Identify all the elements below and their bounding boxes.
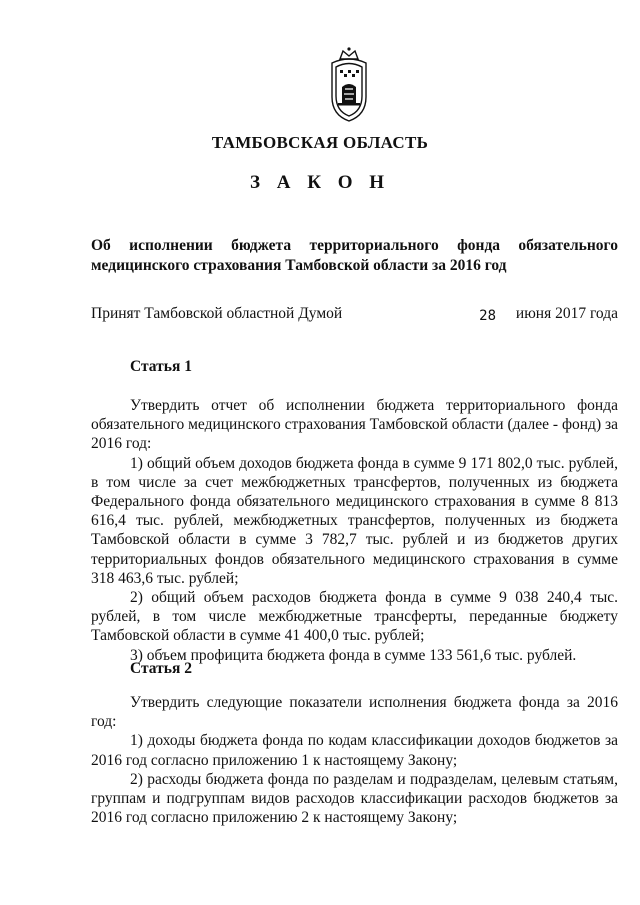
title-word: бюджета [231, 237, 292, 254]
article-2-heading: Статья 2 [130, 660, 192, 677]
document-type-heading: З А К О Н [249, 172, 391, 193]
article-1-paragraph: 2) общий объем расходов бюджета фонда в сумме 9 038 240,4 тыс. рублей, в том числе межбюджетные трансферты, переданные бюджету Тамбовской области в сумме 41 400,0 тыс. рублей; [91, 589, 618, 645]
title-word: территориального [309, 237, 439, 254]
article-2-paragraph: 2) расходы бюджета фонда по разделам и подразделам, целевым статьям, группам и подгруппам видов расходов классификации расходов бюджетов за 2016 год согласно приложению 2 к настоящему Закону; [91, 770, 618, 827]
title-word: обязательного [518, 237, 618, 254]
article-1-body [91, 396, 618, 665]
title-word: фонда [457, 237, 501, 254]
law-title-line-1 [91, 236, 618, 256]
adoption-month-year: июня 2017 года [515, 305, 618, 322]
article-2-body [91, 693, 618, 827]
law-title [91, 236, 618, 276]
coat-of-arms-emblem [318, 45, 380, 125]
region-heading: ТАМБОВСКАЯ ОБЛАСТЬ [211, 133, 429, 152]
adoption-day: 28 [479, 308, 497, 324]
law-title-line-2: медицинского страхования Тамбовской области за 2016 год [91, 257, 507, 274]
article-1-heading: Статья 1 [130, 358, 192, 375]
article-1-paragraph: 1) общий объем доходов бюджета фонда в сумме 9 171 802,0 тыс. рублей, в том числе за счет межбюджетных трансфертов, полученных из бюджета Федерального фонда обязательного медицинского страхования в сумме 8 813 616,4 тыс. рублей, межбюджетных трансфертов, полученных из бюджета Тамбовской области в сумме 3 782,7 тыс. рублей и из бюджетов других территориальных фондов обязательного медицинского страхования в сумме 318 463,6 тыс. рублей; [91, 454, 618, 587]
adoption-text: Принят Тамбовской областной Думой [91, 305, 343, 322]
adoption-line [91, 305, 618, 323]
article-1-paragraph: Утвердить отчет об исполнении бюджета территориального фонда обязательного медицинского страхования Тамбовской области (далее - фонд) за 2016 год: [91, 397, 618, 453]
adoption-date [479, 305, 618, 323]
article-1-paragraph: 3) объем профицита бюджета фонда в сумме 133 561,6 тыс. рублей. [130, 646, 577, 664]
title-word: исполнении [129, 237, 213, 254]
article-2-paragraph: Утвердить следующие показатели исполнения бюджета фонда за 2016 год: [91, 694, 618, 731]
title-word: Об [91, 237, 111, 254]
article-2-paragraph: 1) доходы бюджета фонда по кодам классификации доходов бюджетов за 2016 год согласно приложению 1 к настоящему Закону; [91, 732, 618, 769]
